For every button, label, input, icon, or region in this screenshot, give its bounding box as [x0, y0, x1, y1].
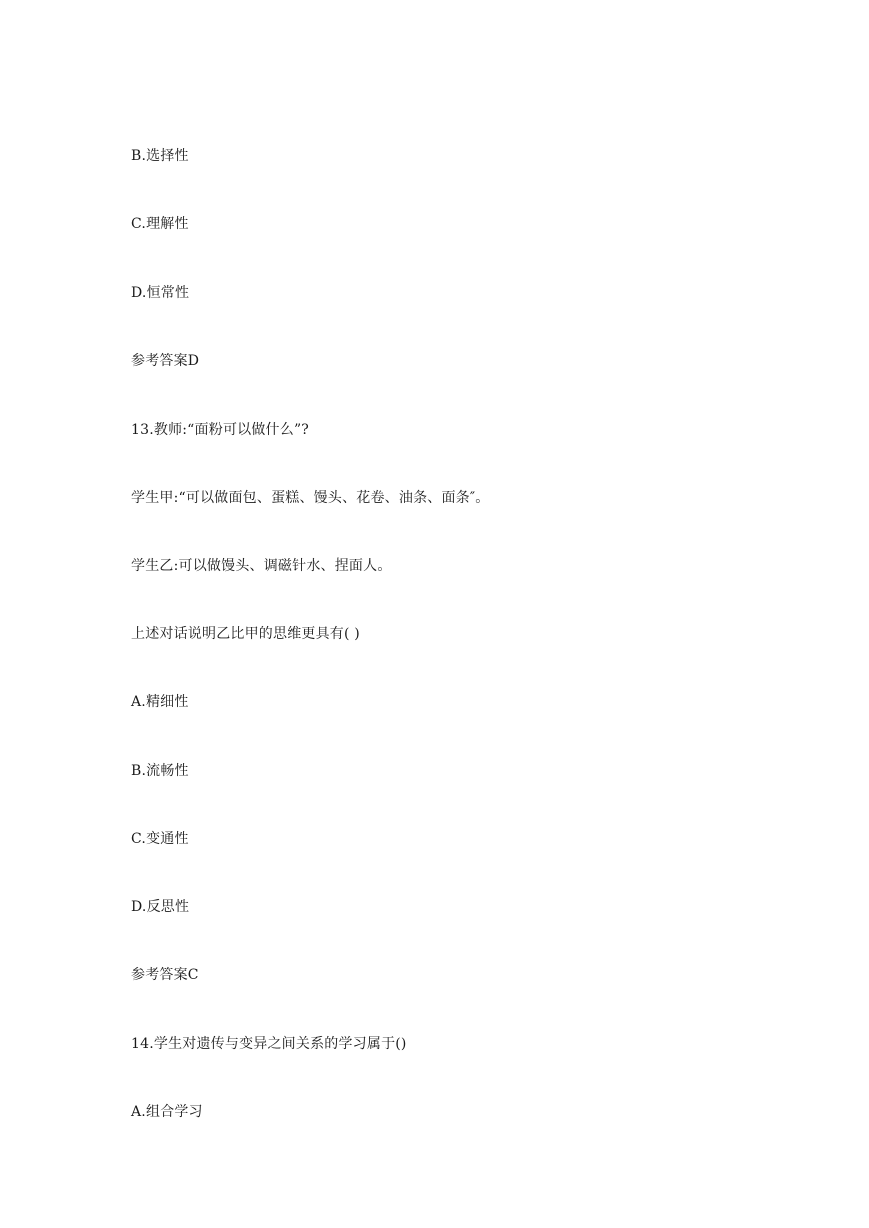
q12-option-c: C.理解性 — [131, 216, 189, 232]
q13-student-a: 学生甲:“可以做面包、蛋糕、馒头、花卷、油条、面条″。 — [131, 490, 490, 506]
q13-option-c: C.变通性 — [131, 831, 189, 847]
q12-option-b: B.选择性 — [131, 148, 189, 164]
q12-answer: 参考答案D — [131, 353, 200, 369]
q14-option-a: A.组合学习 — [131, 1104, 203, 1120]
q13-answer: 参考答案C — [131, 967, 199, 983]
q14-stem: 14.学生对遗传与变异之间关系的学习属于() — [131, 1036, 407, 1052]
q13-option-a: A.精细性 — [131, 694, 189, 710]
q13-student-b: 学生乙:可以做馒头、调磁针水、捏面人。 — [131, 558, 392, 574]
q13-option-b: B.流畅性 — [131, 763, 189, 779]
q12-option-d: D.恒常性 — [131, 285, 190, 301]
q13-option-d: D.反思性 — [131, 899, 190, 915]
q13-stem: 13.教师:“面粉可以做什么”? — [131, 422, 310, 438]
q13-question: 上述对话说明乙比甲的思维更具有( ) — [131, 626, 360, 642]
